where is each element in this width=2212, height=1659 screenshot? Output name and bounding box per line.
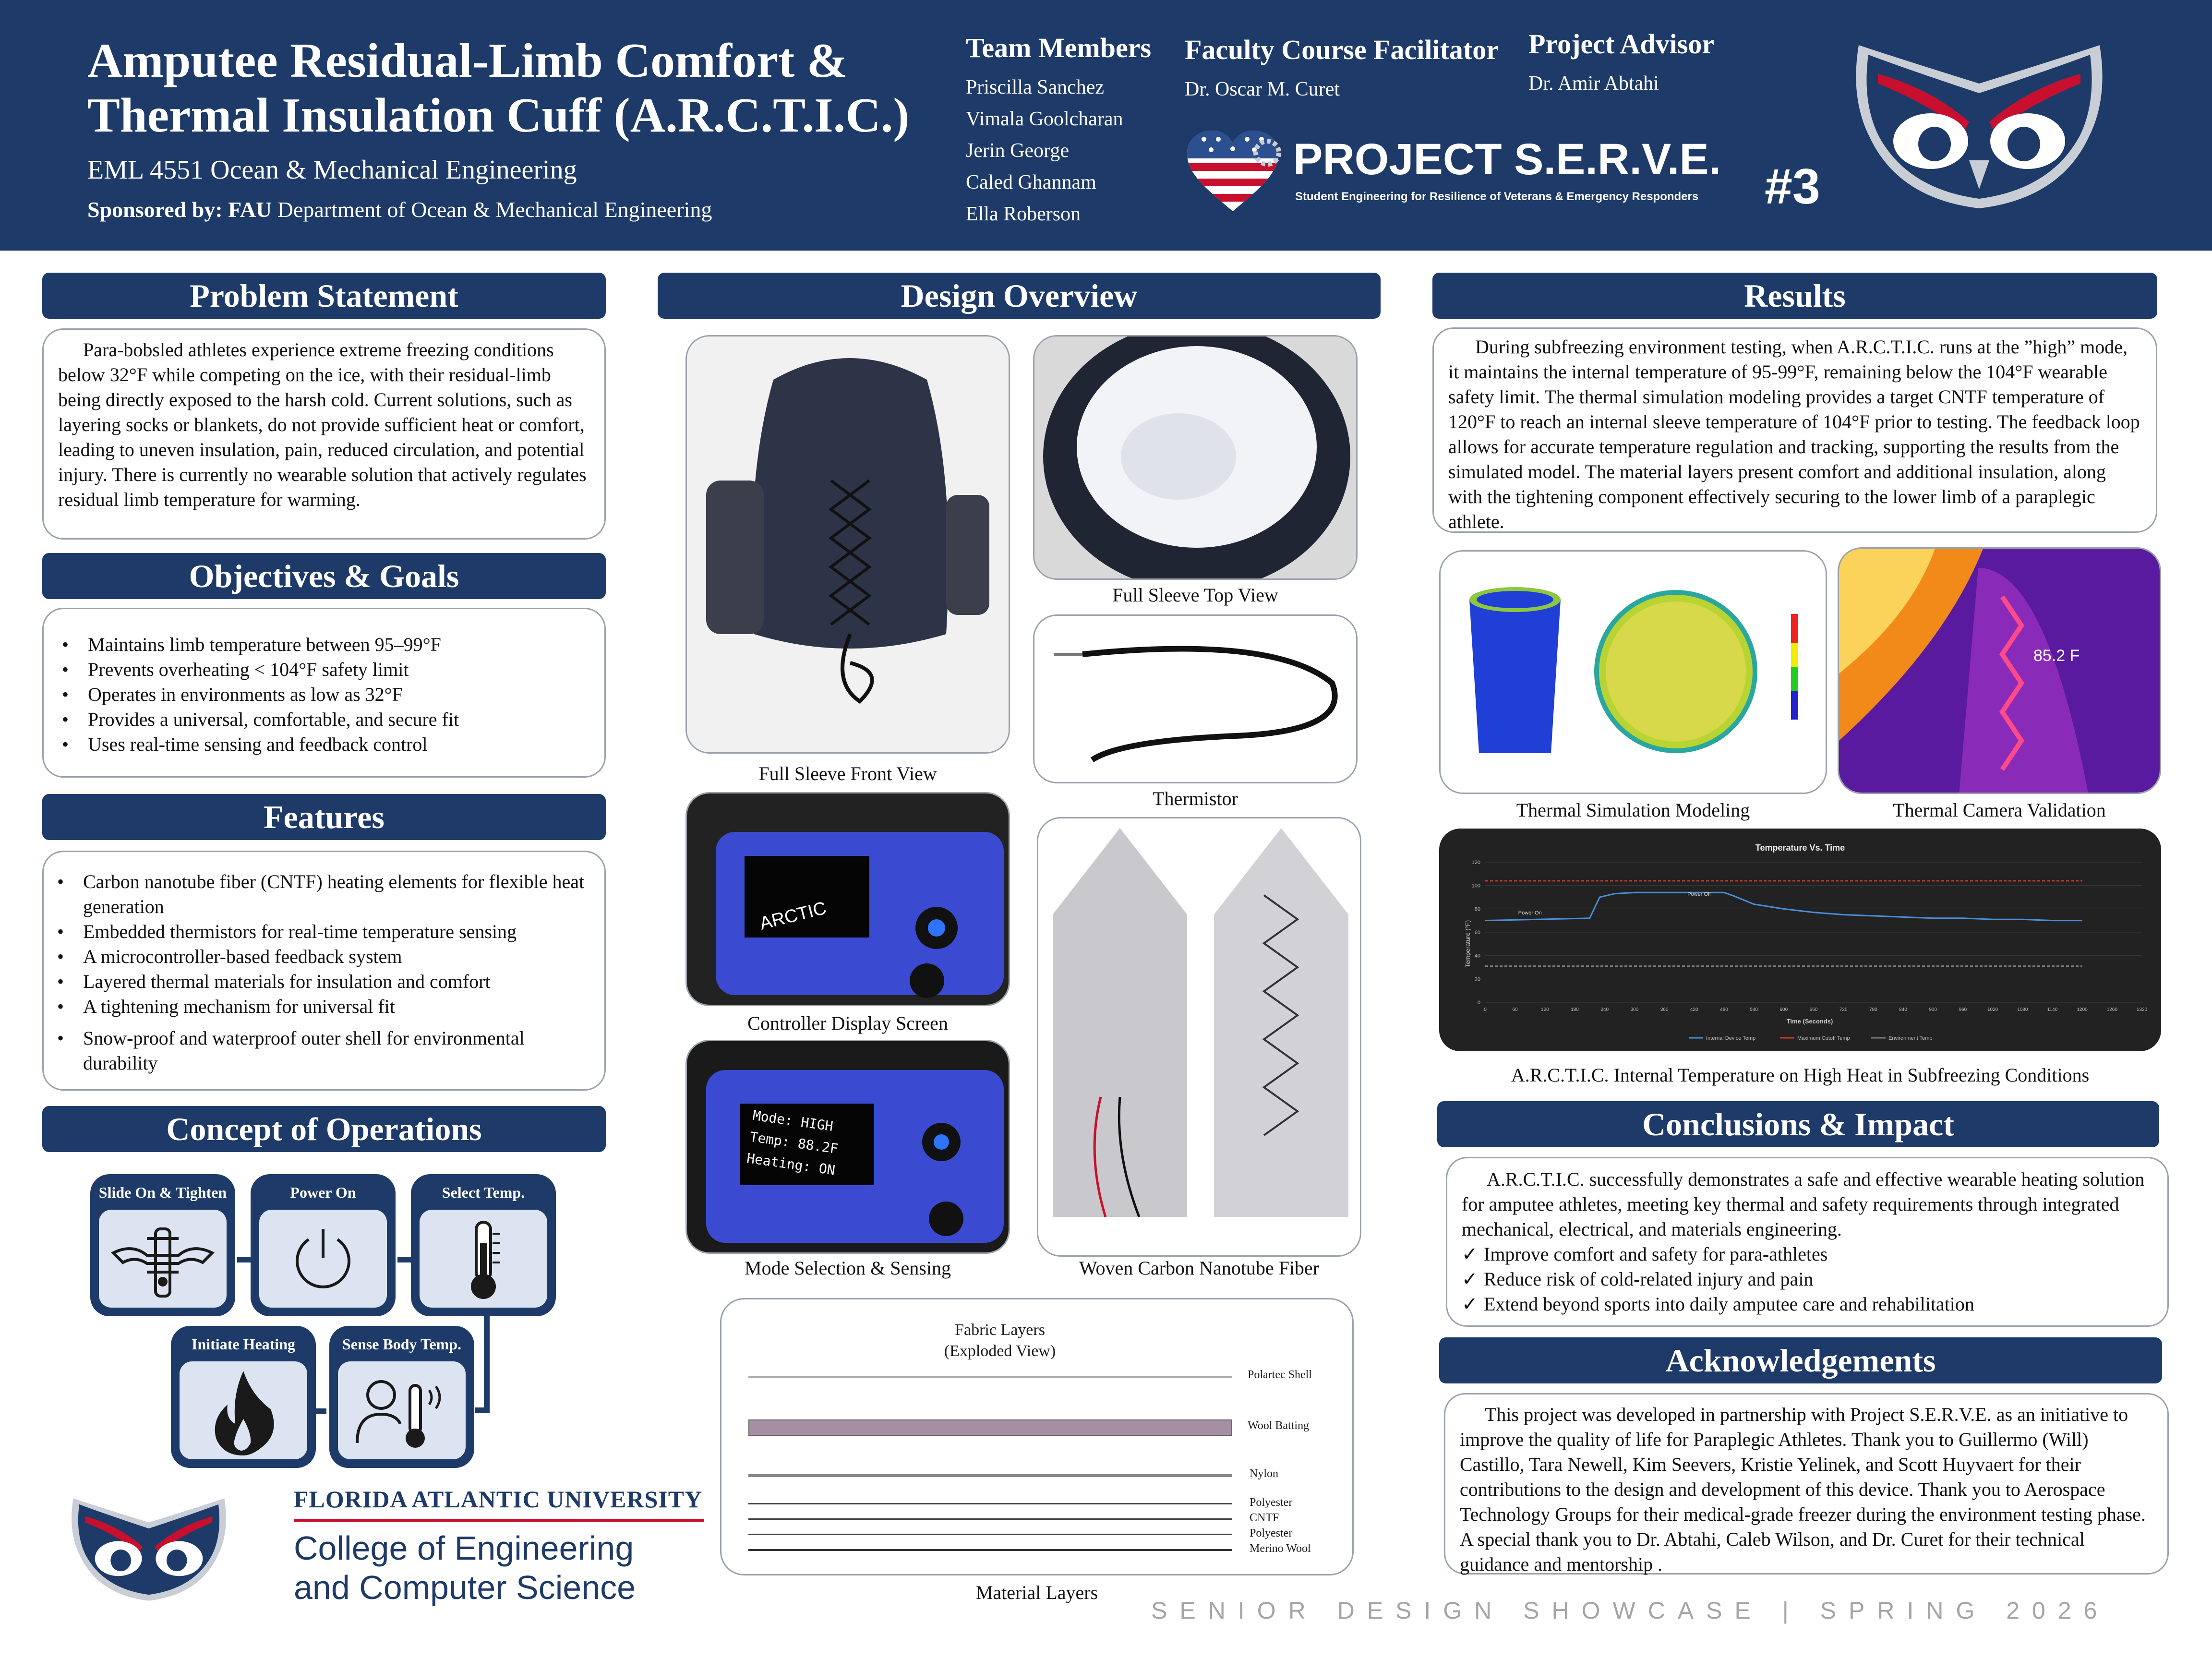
chart-ylabel: Temperature (°F) — [1464, 920, 1471, 968]
chart-xtick-label: 360 — [1660, 1007, 1669, 1012]
team-heading: Team Members — [966, 32, 1152, 63]
chart-annotation: Power Off — [1687, 891, 1711, 897]
sleeve-front-photo — [685, 335, 1010, 754]
layer-polyester-2 — [748, 1534, 1232, 1535]
poster-number: #3 — [1765, 159, 1820, 215]
conops-heading: Concept of Operations — [42, 1106, 606, 1152]
advisor — [1528, 28, 1714, 99]
team-members — [966, 32, 1151, 230]
check-item: ✓ Extend beyond sports into daily amputee care and rehabilitation — [1457, 1292, 2153, 1317]
chart-xtick-label: 1020 — [1987, 1007, 1998, 1012]
features-list — [44, 869, 590, 1076]
title-line-1: Amputee Residual-Limb Comfort & — [87, 34, 848, 88]
fau-name: FLORIDA ATLANTIC UNIVERSITY — [294, 1486, 703, 1513]
chart-xtick-label: 0 — [1484, 1007, 1487, 1012]
team-member: Vimala Goolcharan — [966, 108, 1123, 130]
feature-item: • Carbon nanotube fiber (CNTF) heating elements for flexible heat generation — [44, 869, 590, 919]
design-heading: Design Overview — [658, 273, 1381, 319]
advisor-name: Dr. Amir Abtahi — [1528, 72, 1659, 95]
step-panel — [420, 1210, 547, 1308]
caption-chart: A.R.C.T.I.C. Internal Temperature on High Heat in Subfreezing Conditions — [1511, 1064, 2090, 1086]
cntf-photo — [1037, 817, 1361, 1257]
fabric-layers-diagram — [720, 1298, 1354, 1575]
layer-label: Wool Batting — [1248, 1419, 1310, 1432]
chart-ytick-label: 40 — [1474, 953, 1480, 959]
facilitator — [1185, 34, 1499, 105]
power-icon — [259, 1210, 387, 1308]
caption-mode: Mode Selection & Sensing — [745, 1257, 951, 1279]
feature-item: • Embedded thermistors for real-time temperature sensing — [44, 919, 590, 944]
sponsor-org: FAU — [228, 197, 272, 222]
flame-icon — [180, 1361, 307, 1459]
screen-mode-line: Mode: HIGH — [752, 1107, 834, 1135]
chart-ytick-label: 20 — [1474, 976, 1480, 983]
step-label: Power On — [290, 1184, 356, 1201]
step-initiate-heating — [171, 1326, 316, 1468]
step-panel — [259, 1210, 387, 1308]
problem-heading: Problem Statement — [42, 273, 606, 319]
team-member: Caled Ghannam — [966, 171, 1096, 193]
sponsor-label: Sponsored by: — [87, 197, 223, 222]
ack-text: This project was developed in partnership with Project S.E.R.V.E. as an initiative to improve the quality of life for Paraplegic Athletes. Thank you to Guillermo (Will) Castillo, Tara Newell, Kim Seevers, Kristie Yelinek, and Scott Huyvaert for their contributions to the design and development of this device. Thank you to Aerospace Technology Groups for their medical-grade freezer during the environment testing phase. A special thank you to Dr. Abtahi, Caleb Wilson, and Dr. Curet for their technical guidance and mentorship . — [1460, 1404, 2146, 1575]
thermometer-icon — [420, 1210, 547, 1308]
step-panel — [338, 1361, 466, 1459]
objectives-heading: Objectives & Goals — [42, 553, 606, 599]
fau-owl-logo — [1849, 40, 2109, 213]
caption-fiber: Woven Carbon Nanotube Fiber — [1079, 1257, 1319, 1279]
layer-polyester-1 — [748, 1503, 1232, 1504]
course-name: EML 4551 Ocean & Mechanical Engineering — [87, 155, 577, 185]
chart-xtick-label: 180 — [1571, 1007, 1579, 1012]
layers-title — [721, 1320, 1278, 1362]
team-member: Jerin George — [966, 140, 1069, 162]
chart-xtick-label: 1200 — [2077, 1007, 2088, 1012]
tighten-icon — [99, 1210, 227, 1308]
screen-heating-line: Heating: ON — [745, 1150, 836, 1178]
step-label: Slide On & Tighten — [98, 1184, 227, 1201]
feature-item: • A tightening mechanism for universal fit — [44, 994, 590, 1019]
temperature-chart — [1439, 829, 2161, 1051]
chart-xtick-label: 60 — [1512, 1007, 1518, 1012]
sponsor-line — [87, 197, 712, 222]
chart-xtick-label: 720 — [1839, 1007, 1848, 1012]
chart-xtick-label: 420 — [1690, 1007, 1698, 1012]
step-label: Sense Body Temp. — [342, 1335, 462, 1353]
results-text: During subfreezing environment testing, when A.R.C.T.I.C. runs at the ”high” mode, it maintains the internal temperature of 95-99°F, remaining below the 104°F wearable safety limit. The thermal simulation modeling provides a target CNTF temperature of 120°F to reach an internal sleeve temperature of 104°F prior to testing. The feedback loop allows for accurate temperature regulation and tracking, supporting the results from the simulated model. The material layers present comfort and additional insulation, along with the tightening component effectively securing to the lower limb of a paraplegic athlete. — [1448, 336, 2140, 532]
problem-text: Para-bobsled athletes experience extreme freezing conditions below 32°F while competing on the ice, with their residual-limb being directly exposed to the harsh cold. Current solutions, such as layering socks or blankets, do not provide sufficient heat or comfort, leading to uneven insulation, pain, reduced circulation, and potential injury. There is currently no wearable solution that actively regulates residual limb temperature for warming. — [58, 339, 587, 510]
facilitator-name: Dr. Oscar M. Curet — [1185, 78, 1340, 100]
features-box — [42, 851, 606, 1091]
layers-title-line-1: Fabric Layers — [955, 1321, 1045, 1339]
step-select-temp — [411, 1174, 556, 1316]
chart-xtick-label: 1140 — [2047, 1007, 2058, 1012]
step-panel — [99, 1210, 227, 1308]
objectives-list — [48, 632, 595, 757]
conclusions-heading: Conclusions & Impact — [1437, 1101, 2159, 1147]
chart-xtick-label: 240 — [1600, 1007, 1609, 1012]
chart-ytick-label: 60 — [1474, 930, 1480, 936]
college-line-1: College of Engineering — [294, 1529, 634, 1567]
caption-top: Full Sleeve Top View — [1112, 584, 1278, 606]
sponsor-dept: Department of Ocean & Mechanical Engineering — [277, 197, 712, 222]
chart-title: Temperature Vs. Time — [1755, 843, 1845, 853]
layer-label: Polartec Shell — [1248, 1369, 1312, 1381]
layers-title-line-2: (Exploded View) — [944, 1342, 1056, 1360]
layer-label: Nylon — [1250, 1467, 1278, 1480]
conclusions-text: A.R.C.T.I.C. successfully demonstrates a safe and effective wearable heating solution for amputee athletes, meeting key thermal and safety requirements through integrated mechanical, electrical, and materials engineering. — [1462, 1168, 2145, 1240]
camera-reading: 85.2 F — [2033, 647, 2080, 665]
results-box — [1432, 327, 2157, 533]
chart-xtick-label: 300 — [1630, 1007, 1639, 1012]
chart-annotation: Power On — [1518, 910, 1542, 916]
chart-xtick-label: 900 — [1929, 1007, 1937, 1012]
chart-ytick-label: 0 — [1477, 1000, 1480, 1006]
step-power-on — [251, 1174, 396, 1316]
layer-label: Merino Wool — [1250, 1542, 1311, 1555]
serve-title: PROJECT S.E.R.V.E. — [1293, 135, 1721, 184]
college-name — [294, 1528, 636, 1607]
team-list — [966, 72, 1151, 230]
chart-ytick-label: 80 — [1474, 906, 1480, 913]
step-label: Initiate Heating — [192, 1335, 295, 1353]
feature-item: • Layered thermal materials for insulation and comfort — [44, 969, 590, 994]
thermistor-photo — [1033, 614, 1358, 783]
layer-label: CNTF — [1250, 1512, 1279, 1524]
chart-xtick-label: 840 — [1899, 1007, 1907, 1012]
poster-title — [87, 34, 951, 143]
check-item: ✓ Improve comfort and safety for para-athletes — [1457, 1242, 2153, 1267]
chart-xtick-label: 1080 — [2017, 1007, 2028, 1012]
chart-xtick-label: 480 — [1720, 1007, 1728, 1012]
caption-display: Controller Display Screen — [747, 1012, 948, 1034]
chart-xtick-label: 120 — [1541, 1007, 1549, 1012]
chart-xtick-label: 960 — [1959, 1007, 1967, 1012]
chart-xtick-label: 660 — [1809, 1007, 1818, 1012]
caption-simulation: Thermal Simulation Modeling — [1516, 799, 1750, 821]
chart-xlabel: Time (Seconds) — [1786, 1018, 1833, 1025]
problem-box — [42, 328, 606, 540]
serve-subtitle: Student Engineering for Resilience of Veterans & Emergency Responders — [1295, 190, 1699, 203]
advisor-heading: Project Advisor — [1528, 28, 1715, 60]
caption-front: Full Sleeve Front View — [758, 763, 937, 784]
ack-heading: Acknowledgements — [1439, 1337, 2162, 1383]
facilitator-heading: Faculty Course Facilitator — [1185, 34, 1499, 65]
chart-legend-entry: Environment Temp — [1888, 1035, 1933, 1041]
connector-line — [475, 1316, 499, 1417]
chart-ytick-label: 100 — [1471, 883, 1480, 889]
step-panel — [180, 1361, 307, 1459]
chart-xtick-label: 600 — [1779, 1007, 1788, 1012]
objective-item: • Prevents overheating < 104°F safety limit — [48, 657, 595, 682]
fau-owl-small-logo — [67, 1492, 230, 1607]
screen-temp-line: Temp: 88.2F — [748, 1129, 840, 1157]
temperature-chart-svg — [1439, 829, 2161, 1051]
caption-camera: Thermal Camera Validation — [1893, 799, 2106, 821]
chart-ytick-label: 120 — [1471, 860, 1480, 866]
layer-label: Polyester — [1250, 1527, 1293, 1539]
ack-box — [1444, 1393, 2169, 1575]
check-item: ✓ Reduce risk of cold-related injury and pain — [1457, 1267, 2153, 1292]
controller-display-photo — [685, 792, 1010, 1006]
objective-item: • Operates in environments as low as 32°F — [48, 682, 595, 707]
layer-merino — [748, 1549, 1232, 1551]
conclusions-box — [1446, 1157, 2169, 1327]
body-sensor-icon — [338, 1361, 466, 1459]
results-heading: Results — [1432, 273, 2157, 319]
chart-xtick-label: 1320 — [2136, 1007, 2148, 1012]
team-member: Ella Roberson — [966, 203, 1081, 225]
layer-polartec — [748, 1376, 1232, 1378]
caption-thermistor: Thermistor — [1153, 788, 1238, 809]
step-slide-on — [90, 1174, 235, 1316]
feature-item: • A microcontroller-based feedback system — [44, 944, 590, 969]
college-line-2: and Computer Science — [294, 1569, 636, 1606]
layer-nylon — [748, 1474, 1232, 1477]
thermal-camera-image — [1838, 547, 2161, 794]
conclusions-checklist — [1457, 1242, 2153, 1317]
features-heading: Features — [42, 794, 606, 840]
chart-series-line — [1485, 892, 2082, 920]
serve-heart-logo — [1185, 130, 1281, 216]
layer-cntf — [748, 1518, 1232, 1520]
objective-item: • Maintains limb temperature between 95–99°F — [48, 632, 595, 657]
layer-wool-batting — [748, 1419, 1232, 1436]
chart-xtick-label: 1260 — [2106, 1007, 2117, 1012]
caption-layers: Material Layers — [975, 1582, 1098, 1603]
mode-selection-photo — [685, 1040, 1010, 1254]
title-line-2: Thermal Insulation Cuff (A.R.C.T.I.C.) — [87, 88, 910, 143]
objective-item: • Provides a universal, comfortable, and secure fit — [48, 707, 595, 732]
objectives-box — [42, 608, 606, 778]
screen-arctic-text: ARCTIC — [757, 898, 829, 934]
fau-divider — [294, 1519, 704, 1522]
sleeve-top-photo — [1033, 335, 1358, 580]
step-label: Select Temp. — [442, 1184, 525, 1201]
layer-label: Polyester — [1250, 1496, 1293, 1509]
chart-xtick-label: 780 — [1869, 1007, 1877, 1012]
step-sense-body — [329, 1326, 474, 1468]
thermal-simulation-image — [1439, 550, 1827, 794]
chart-legend-entry: Maximum Cutoff Temp — [1797, 1035, 1850, 1041]
feature-item: • Snow-proof and waterproof outer shell for environmental durability — [44, 1026, 590, 1076]
footer-showcase: SENIOR DESIGN SHOWCASE | SPRING 2026 — [1151, 1597, 2110, 1624]
chart-xtick-label: 540 — [1750, 1007, 1758, 1012]
objective-item: • Uses real-time sensing and feedback control — [48, 732, 595, 757]
team-member: Priscilla Sanchez — [966, 76, 1105, 98]
header-bar — [0, 0, 2212, 251]
chart-legend-entry: Internal Device Temp — [1706, 1035, 1756, 1041]
